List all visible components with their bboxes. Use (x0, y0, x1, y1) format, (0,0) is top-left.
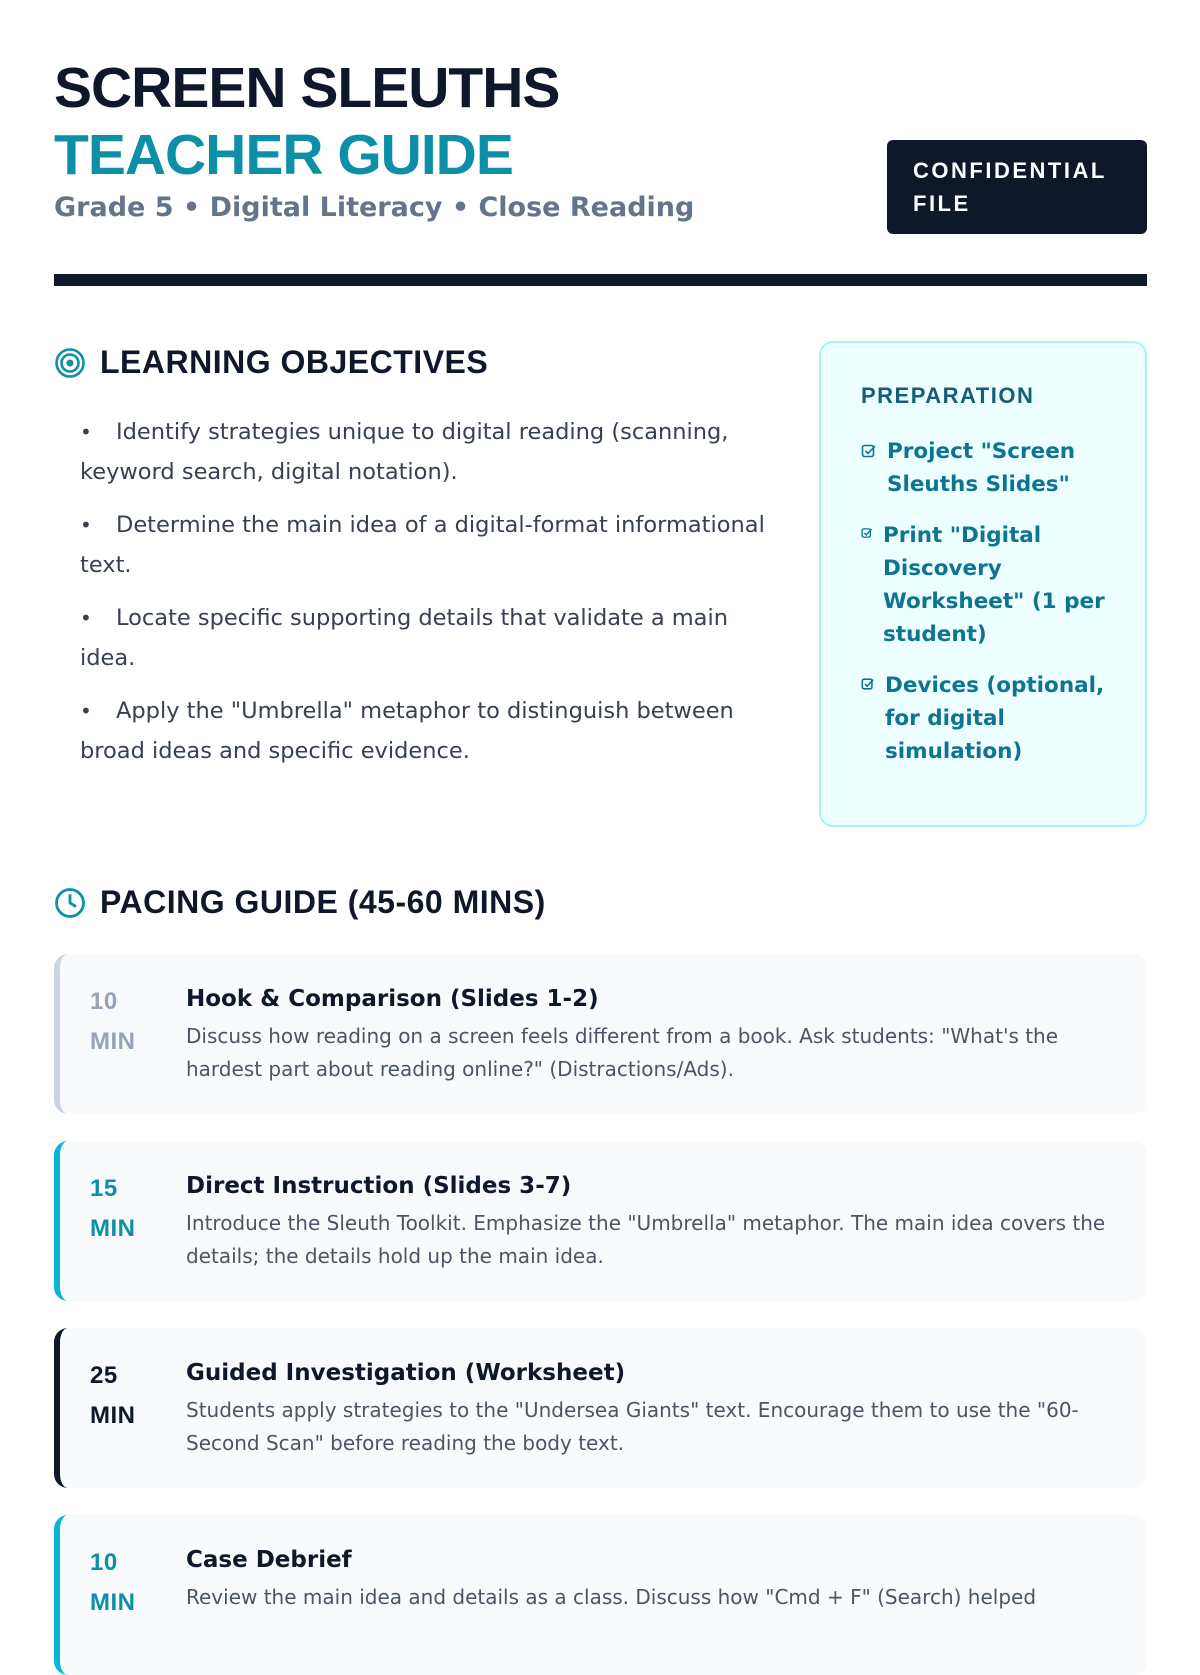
title-line-2: TEACHER GUIDE (54, 123, 513, 187)
preparation-heading: PREPARATION (861, 383, 1035, 408)
duration-value: 10 (90, 988, 118, 1015)
preparation-box (819, 341, 1147, 827)
checkbox-icon (861, 527, 873, 539)
pacing-body (186, 1356, 1117, 1488)
pacing-title: Guided Investigation (Worksheet) (186, 1360, 626, 1386)
list-item: • Identify strategies unique to digital reading (scanning, keyword search, digital notation). (80, 419, 729, 485)
pacing-duration (90, 1169, 186, 1301)
duration-unit: MIN (90, 1028, 136, 1055)
preparation-item-text: Print "Digital Discovery Worksheet" (1 per student) (883, 523, 1105, 647)
list-item (861, 435, 1105, 501)
header-divider (54, 274, 1147, 286)
pacing-duration (90, 1543, 186, 1675)
pacing-item (54, 954, 1147, 1114)
pacing-heading: PACING GUIDE (45-60 MINS) (100, 884, 546, 920)
pacing-body (186, 982, 1117, 1114)
list-item: • Determine the main idea of a digital-format informational text. (80, 512, 765, 578)
duration-value: 15 (90, 1175, 118, 1202)
subtitle: Grade 5 • Digital Literacy • Close Reading (54, 192, 695, 223)
checkbox-icon (861, 677, 875, 691)
pacing-duration (90, 1356, 186, 1488)
pacing-body (186, 1543, 1117, 1675)
objective-text: Locate specific supporting details that validate a main idea. (80, 605, 728, 671)
pacing-title: Direct Instruction (Slides 3-7) (186, 1173, 572, 1199)
objective-text: Identify strategies unique to digital reading (scanning, keyword search, digital notation). (80, 419, 729, 485)
pacing-body (186, 1169, 1117, 1301)
target-icon (54, 347, 86, 379)
list-item (861, 669, 1105, 768)
list-item: • Locate specific supporting details that validate a main idea. (80, 605, 728, 671)
pacing-description: Introduce the Sleuth Toolkit. Emphasize the "Umbrella" metaphor. The main idea covers the details; the details hold up the main idea. (186, 1211, 1106, 1268)
confidential-badge: CONFIDENTIAL FILE (887, 140, 1147, 234)
pacing-item (54, 1515, 1147, 1675)
pacing-item (54, 1328, 1147, 1488)
pacing-description: Students apply strategies to the "Undersea Giants" text. Encourage them to use the "60-Second Scan" before reading the body text. (186, 1398, 1079, 1455)
duration-unit: MIN (90, 1402, 136, 1429)
duration-unit: MIN (90, 1589, 136, 1616)
clock-icon (54, 887, 86, 919)
pacing-item (54, 1141, 1147, 1301)
duration-unit: MIN (90, 1215, 136, 1242)
duration-value: 10 (90, 1549, 118, 1576)
preparation-item-text: Devices (optional, for digital simulation) (885, 673, 1105, 764)
pacing-description: Review the main idea and details as a class. Discuss how "Cmd + F" (Search) helped (186, 1585, 1037, 1609)
preparation-item-text: Project "Screen Sleuths Slides" (887, 439, 1076, 497)
pacing-title: Hook & Comparison (Slides 1-2) (186, 986, 599, 1012)
pacing-description: Discuss how reading on a screen feels different from a book. Ask students: "What's the hardest part about reading online?" (Distractions/Ads). (186, 1024, 1059, 1081)
objectives-list (80, 412, 780, 784)
list-item: • Apply the "Umbrella" metaphor to distinguish between broad ideas and specific evidence. (80, 698, 734, 764)
pacing-duration (90, 982, 186, 1114)
duration-value: 25 (90, 1362, 118, 1389)
objective-text: Apply the "Umbrella" metaphor to distinguish between broad ideas and specific evidence. (80, 698, 734, 764)
pacing-heading-row (54, 884, 546, 921)
checkbox-icon (861, 443, 877, 459)
title-line-1: SCREEN SLEUTHS (54, 56, 560, 120)
objective-text: Determine the main idea of a digital-format informational text. (80, 512, 765, 578)
objectives-heading: LEARNING OBJECTIVES (100, 344, 489, 380)
objectives-heading-row (54, 344, 488, 381)
pacing-title: Case Debrief (186, 1547, 352, 1573)
list-item (861, 519, 1105, 651)
